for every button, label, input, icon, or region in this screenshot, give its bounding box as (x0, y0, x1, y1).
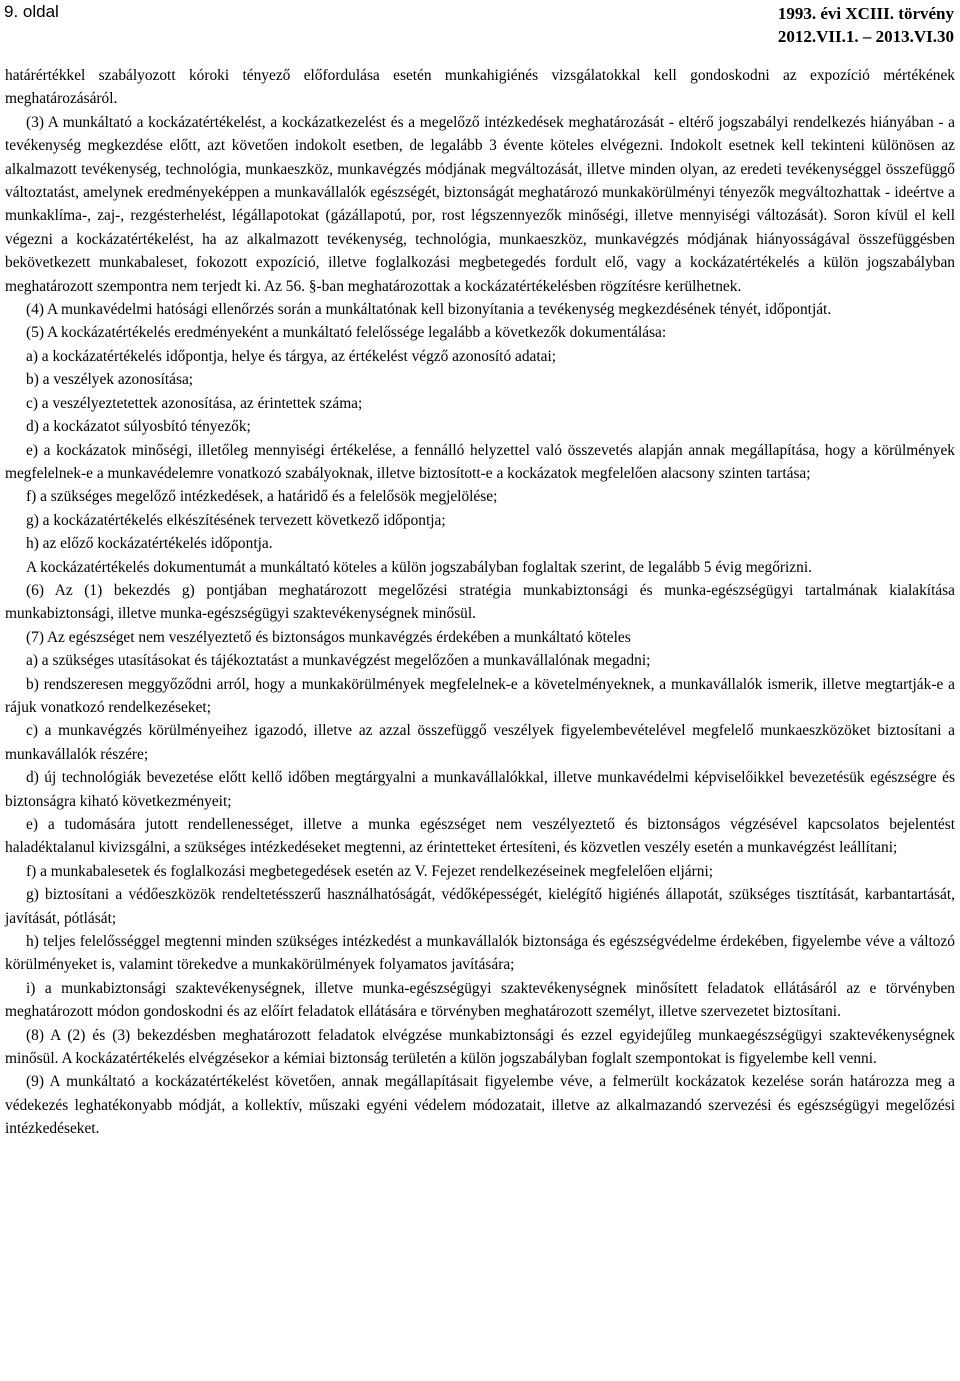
paragraph: d) a kockázatot súlyosbító tényezők; (26, 418, 251, 436)
paragraph: b) a veszélyek azonosítása; (26, 371, 194, 389)
paragraph: f) a munkabalesetek és foglalkozási megbetegedések esetén az V. Fejezet rendelkezéseinek megfelelően eljárni; (26, 862, 713, 880)
document-body (5, 64, 955, 1141)
paragraph: c) a veszélyeztetettek azonosítása, az érintettek száma; (26, 394, 363, 412)
paragraph: f) a szükséges megelőző intézkedések, a határidő és a felelősök megjelölése; (26, 488, 498, 506)
paragraph: határértékkel szabályozott kóroki tényező előfordulása esetén munkahigiénés vizsgálatokkal kell gondoskodni az expozíció mértékének meghatározásáról. (5, 67, 955, 108)
paragraph: g) a kockázatértékelés elkészítésének tervezett következő időpontja; (26, 511, 446, 529)
paragraph: g) biztosítani a védőeszközök rendeltetésszerű használhatóságát, védőképességét, kielégítő higiénés állapotát, szükséges tisztítását, karbantartását, javítását, pótlását; (5, 886, 955, 927)
paragraph: d) új technológiák bevezetése előtt kellő időben megtárgyalni a munkavállalókkal, illetve munkavédelmi képviselőikkel bevezetésük egészségre és biztonságra kiható következményeit; (5, 769, 955, 810)
paragraph: i) a munkabiztonsági szaktevékenységnek, illetve munka-egészségügyi szaktevékenységnek minősített feladatok ellátásáról az e törvényben meghatározott módon gondoskodni és az előírt feladatok ellátására e törvényben meghatározott személyt, illetve szervezetet biztosítani. (5, 979, 955, 1021)
paragraph: (5) A kockázatértékelés eredményeként a munkáltató felelőssége legalább a következők dokumentálása: (26, 324, 667, 342)
paragraph: (6) Az (1) bekezdés g) pontjában meghatározott megelőzési stratégia munkabiztonsági és munka-egészségügyi tartalmának kialakítása munkabiztonsági, illetve munka-egészségügyi szaktevékenységnek minősül. (5, 581, 955, 623)
paragraph: a) a kockázatértékelés időpontja, helye és tárgya, az értékelést végző azonosító adatai; (26, 347, 557, 365)
paragraph: (7) Az egészséget nem veszélyeztető és biztonságos munkavégzés érdekében a munkáltató köteles (26, 628, 631, 646)
paragraph: h) teljes felelősséggel megtenni minden szükséges intézkedést a munkavállalók biztonsága és egészségvédelme érdekében, figyelembe véve a változó körülményeket is, valamint törekedve a munkakörülmények folyamatos javítására; (5, 933, 955, 974)
paragraph: e) a kockázatok minőségi, illetőleg mennyiségi értékelése, a fennálló helyzettel való összevetés alapján annak megállapítása, hogy a körülmények megfelelnek-e a munkavédelemre vonatkozó szabályoknak, illetve biztosított-e a kockázatok megfelelően alacsony szinten tartása; (5, 441, 955, 482)
running-header (778, 2, 954, 48)
paragraph: (8) A (2) és (3) bekezdésben meghatározott feladatok elvégzése munkabiztonsági és ezzel egyidejűleg munkaegészségügyi szaktevékenységnek minősül. A kockázatértékelés elvégzésekor a kémiai biztonság területén a külön jogszabályban foglalt szempontokat is figyelembe kell venni. (5, 1026, 955, 1068)
validity-period: 2012.VII.1. – 2013.VI.30 (777, 27, 954, 46)
paragraph: (4) A munkavédelmi hatósági ellenőrzés során a munkáltatónak kell bizonyítania a tevékenység megkezdésének tényét, időpontját. (26, 301, 832, 319)
law-title: 1993. évi XCIII. törvény (777, 4, 954, 23)
paragraph: e) a tudomására jutott rendellenességet, illetve a munka egészséget nem veszélyeztető és biztonságos végzésével kapcsolatos bejelentést haladéktalanul kivizsgálni, a szükséges intézkedéseket megtenni, az érintetteket értesíteni, és közvetlen veszély esetén a munkavégzést leállítani; (5, 816, 955, 857)
paragraph: (3) A munkáltató a kockázatértékelést, a kockázatkezelést és a megelőző intézkedések meghatározását - eltérő jogszabályi rendelkezés hiányában - a tevékenység megkezdése előtt, azt követően indokolt esetben, de legalább 3 évente köteles elvégezni. Indokolt esetnek kell tekinteni különösen az alkalmazott tevékenység, technológia, munkaeszköz, munkavégzés módjának megváltozását, illetve minden olyan, az eredeti tevékenységgel összefüggő változtatást, amelynek eredményeképpen a munkavállalók egészségét, biztonságát meghatározó munkakörülményi tényezők megváltozhattak - ideértve a munkaklíma-, zaj-, rezgésterhelést, légállapotokat (gázállapotú, por, rost légszennyezők minőségi, illetve mennyiségi változását). Soron kívül el kell végezni a kockázatértékelést, ha az alkalmazott tevékenység, technológia, munkaeszköz, munkavégzés módjának hiányosságával összefüggésben bekövetkezett munkabaleset, fokozott expozíció, illetve foglalkozási megbetegedés fordult elő, vagy a kockázatértékelés a külön jogszabályban meghatározott szempontra nem terjedt ki. Az 56. §-ban meghatározottak a kockázatértékelésben rögzítésre kerülhetnek. (5, 113, 955, 295)
paragraph: h) az előző kockázatértékelés időpontja. (26, 535, 273, 553)
paragraph: b) rendszeresen meggyőződni arról, hogy a munkakörülmények megfelelnek-e a követelményeknek, a munkavállalók ismerik, illetve megtartják-e a rájuk vonatkozó rendelkezéseket; (5, 675, 955, 716)
paragraph: (9) A munkáltató a kockázatértékelést követően, annak megállapításait figyelembe véve, a felmerült kockázatok kezelése során határozza meg a védekezés leghatékonyabb módját, a kollektív, műszaki egyéni védelem módozatait, illetve az alkalmazandó szervezési és egészségügyi megelőzési intézkedéseket. (5, 1073, 955, 1138)
paragraph: c) a munkavégzés körülményeihez igazodó, illetve az azzal összefüggő veszélyek figyelembevételével megfelelő munkaeszközöket biztosítani a munkavállalók részére; (5, 722, 955, 763)
page-number: 9. oldal (4, 2, 59, 21)
paragraph: a) a szükséges utasításokat és tájékoztatást a munkavégzést megelőzően a munkavállalónak megadni; (26, 652, 651, 670)
paragraph: A kockázatértékelés dokumentumát a munkáltató köteles a külön jogszabályban foglaltak szerint, de legalább 5 évig megőrizni. (26, 558, 812, 576)
